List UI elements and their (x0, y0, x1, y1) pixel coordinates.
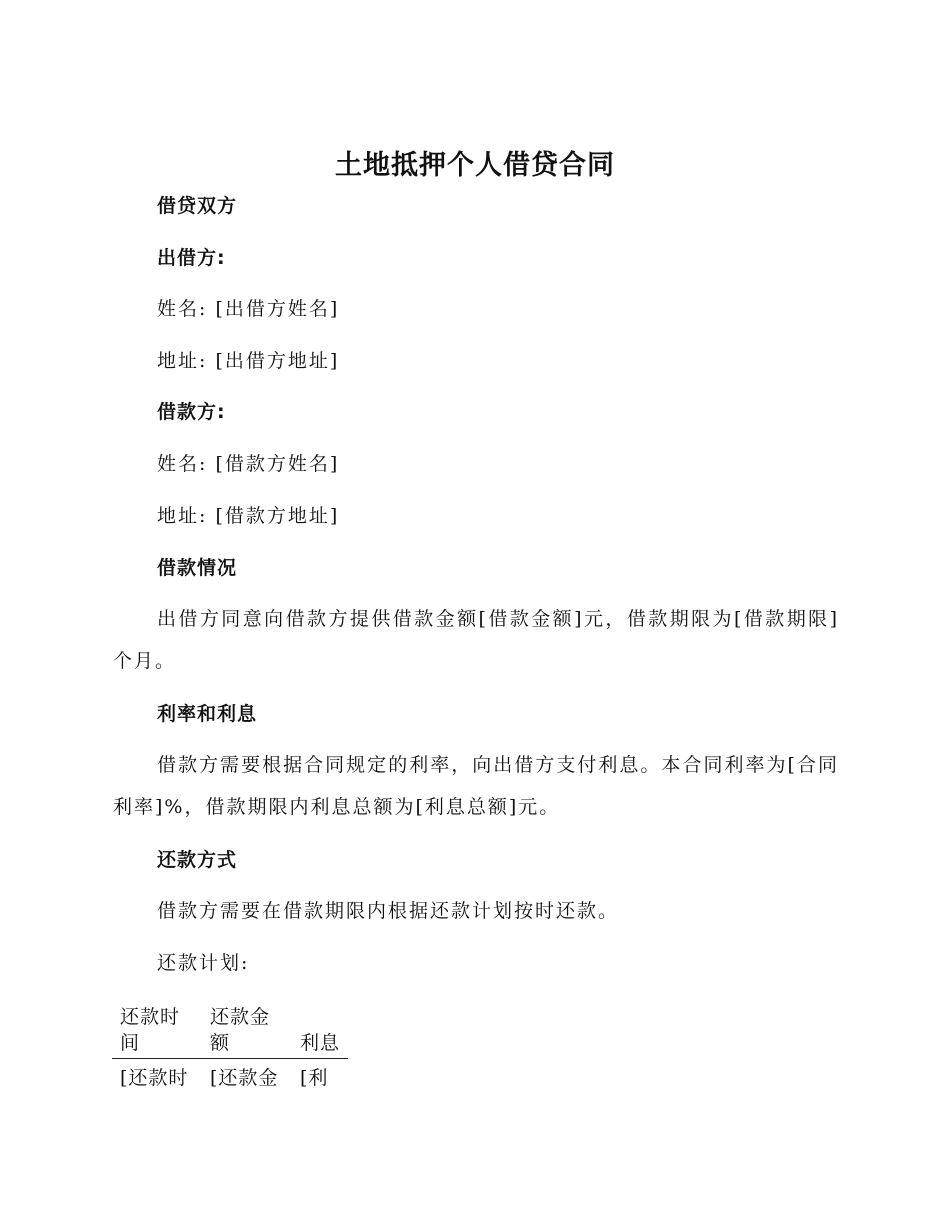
interest-paragraph: 借款方需要根据合同规定的利率，向出借方支付利息。本合同利率为[合同利率]%，借款期限内利息总额为[利息总额]元。 (113, 754, 839, 818)
repayment-plan-label: 还款计划: (157, 952, 250, 974)
repayment-heading: 还款方式 (157, 849, 238, 871)
borrower-address-line: 地址: [借款方地址] (157, 505, 340, 527)
repayment-paragraph: 借款方需要在借款期限内根据还款计划按时还款。 (157, 900, 620, 922)
table-row (112, 1059, 348, 1094)
cell-repayment-amount: [还款金 (210, 1067, 279, 1089)
interest-heading: 利率和利息 (157, 703, 258, 725)
document-title: 土地抵押个人借贷合同 (335, 150, 615, 181)
cell-repayment-time: [还款时 (120, 1067, 189, 1089)
header-repayment-time: 还款时间 (112, 1000, 202, 1059)
loan-heading: 借款情况 (157, 557, 238, 579)
loan-paragraph: 出借方同意向借款方提供借款金额[借款金额]元，借款期限为[借款期限]个月。 (113, 608, 839, 672)
lender-name-line: 姓名: [出借方姓名] (157, 298, 340, 320)
borrower-heading: 借款方: (157, 401, 226, 423)
header-interest: 利息 (292, 1000, 348, 1059)
repayment-plan-table (112, 1000, 348, 1093)
lender-address-line: 地址: [出借方地址] (157, 350, 340, 372)
cell-interest: [利 (300, 1067, 329, 1089)
parties-heading: 借贷双方 (157, 195, 238, 217)
lender-heading: 出借方: (157, 247, 226, 269)
table-header-row (112, 1000, 348, 1059)
header-repayment-amount: 还款金额 (202, 1000, 292, 1059)
borrower-name-line: 姓名: [借款方姓名] (157, 453, 340, 475)
